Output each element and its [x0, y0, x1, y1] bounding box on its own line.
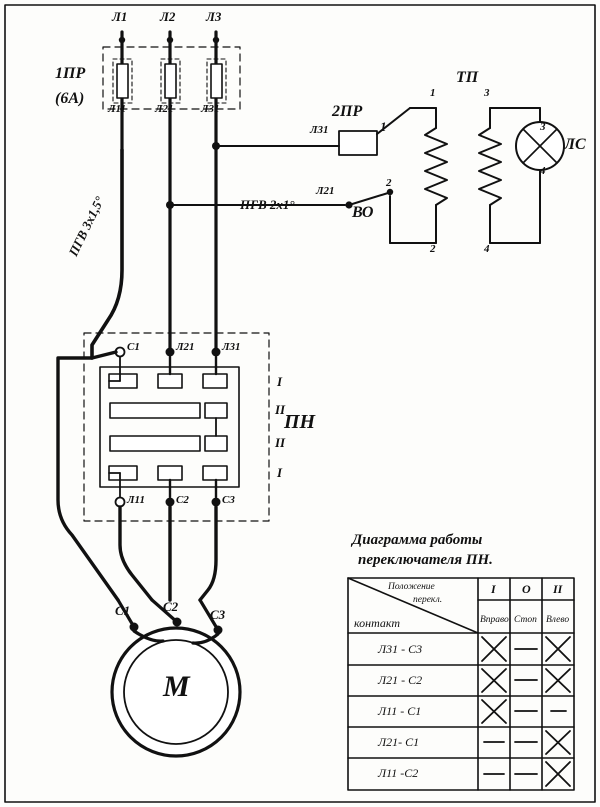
pn-bridge-1 [110, 403, 200, 418]
terminal-dot-l1 [119, 37, 125, 43]
label-l2: Л2 [160, 9, 176, 24]
label-l31: Л31 [201, 103, 220, 115]
pn-bridge-2 [110, 436, 200, 451]
label-l11: Л11 [108, 103, 126, 115]
label-motor-c3: С3 [210, 607, 226, 622]
pn-terminal-l11 [116, 498, 125, 507]
label-pn-l11: Л11 [127, 494, 145, 506]
transformer-secondary-winding [479, 128, 501, 205]
label-tp-pin2: 2 [430, 243, 436, 255]
cable-main-run [92, 150, 122, 358]
label-motor: М [163, 670, 190, 703]
label-bo: ВО [352, 204, 374, 221]
pn-pad-5 [205, 436, 227, 451]
pn-pad-8 [203, 466, 227, 480]
label-cable-main: ПГВ 3х1,5° [65, 194, 108, 259]
fuse-2 [161, 59, 180, 103]
label-tp-pin3: 3 [484, 87, 490, 99]
label-pn-l31: Л31 [222, 341, 241, 353]
label-pn: ПН [284, 411, 316, 433]
table-row-contact-1: Л31 - С3 [378, 642, 423, 656]
label-pos-I-bottom: I [277, 465, 283, 480]
table-row-contact-5: Л11 -С2 [378, 766, 419, 780]
label-ls-pin3: 3 [540, 121, 546, 133]
pn-pad-7 [158, 466, 182, 480]
table-corner-top: Положение [388, 582, 435, 592]
table-col-header-3: II [553, 582, 563, 596]
fuse-2pr-body [339, 131, 377, 155]
table-title-line1: Диаграмма работы [352, 532, 483, 548]
label-cable-control: ПГВ 2х1° [240, 197, 295, 212]
label-1pr: 1ПР [55, 65, 86, 82]
label-2pr: 2ПР [332, 103, 363, 120]
label-bo-in: Л21 [316, 185, 335, 197]
label-fuse2-in: Л31 [310, 124, 329, 136]
transformer-primary-winding [425, 128, 447, 205]
label-motor-c2: С2 [163, 599, 179, 614]
pn-terminal-l31 [212, 348, 221, 357]
sheet-border [5, 5, 595, 802]
label-l3: Л3 [206, 9, 222, 24]
label-pos-II-upper: II [275, 402, 286, 417]
pn-switch-enclosure [84, 333, 269, 521]
table-col-header-1: I [491, 582, 496, 596]
table-row-contact-4: Л21- С1 [378, 735, 420, 749]
label-pos-II-lower: II [275, 435, 286, 450]
label-l1: Л1 [112, 9, 128, 24]
label-ls-pin4: 4 [540, 165, 546, 177]
label-motor-c1: С1 [115, 603, 131, 618]
table-title-line2: переключателя ПН. [358, 552, 493, 568]
label-pos-I-top: I [277, 374, 283, 389]
label-pn-c3: С3 [222, 494, 235, 506]
table-col-sub-2: Стоп [514, 615, 537, 625]
label-pn-c1: С1 [127, 341, 140, 353]
pn-terminal-c3 [212, 498, 221, 507]
pn-pad-3 [203, 374, 227, 388]
table-col-header-2: О [522, 582, 531, 596]
pn-pad-2 [158, 374, 182, 388]
label-pn-l21: Л21 [176, 341, 195, 353]
label-pn-c2: С2 [176, 494, 189, 506]
label-tp-pin4: 4 [484, 243, 490, 255]
label-ls: ЛС [564, 136, 586, 153]
truth-table-marks [482, 637, 570, 786]
table-corner-top2: перекл. [413, 595, 443, 605]
label-fuse-rating: (6A) [55, 90, 85, 107]
terminal-dot-l2 [167, 37, 173, 43]
label-bo-pin2: 2 [386, 177, 392, 189]
label-fuse2-pin1: 1 [380, 119, 387, 134]
label-tp: ТП [456, 69, 479, 86]
fuse-3 [207, 59, 226, 103]
terminal-dot-l3 [213, 37, 219, 43]
pn-terminal-c2 [166, 498, 175, 507]
fuse-1 [113, 59, 132, 103]
label-l21: Л21 [155, 103, 174, 115]
label-tp-pin1: 1 [430, 87, 436, 99]
bo-contact [387, 189, 393, 195]
pn-pad-4 [205, 403, 227, 418]
table-row-contact-3: Л11 - С1 [378, 704, 422, 718]
table-col-sub-3: Влево [546, 615, 570, 625]
table-corner-bottom: контакт [354, 616, 401, 630]
table-col-sub-1: Вправо [480, 615, 509, 625]
pn-terminal-l21 [166, 348, 175, 357]
table-row-contact-2: Л21 - С2 [378, 673, 423, 687]
